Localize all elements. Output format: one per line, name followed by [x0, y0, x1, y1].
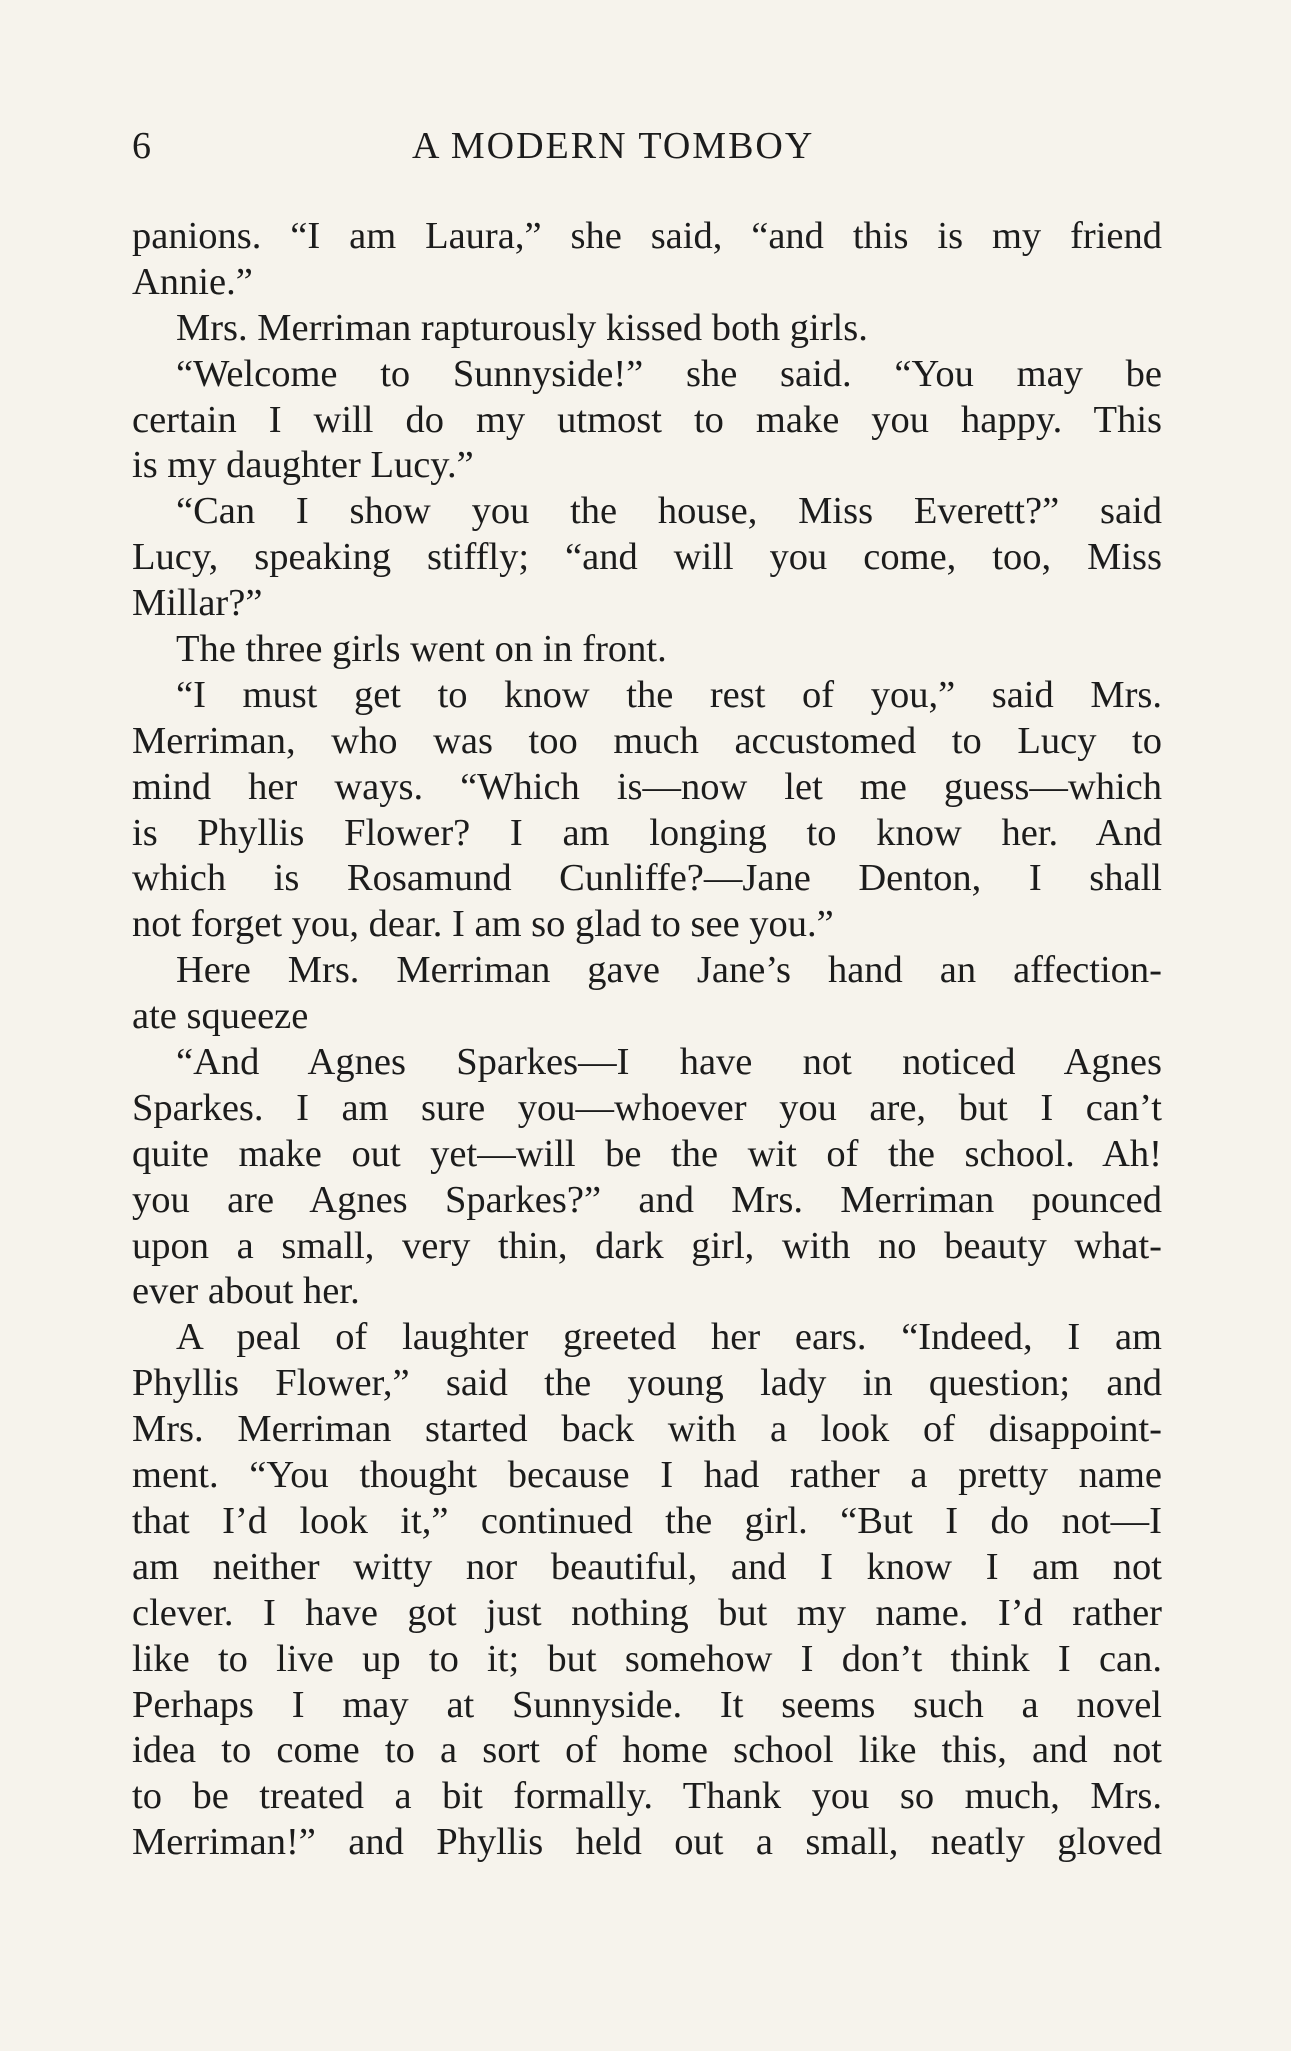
text-line: Millar?”	[132, 582, 263, 625]
body-text	[132, 214, 1162, 1866]
text-line: ment. “You thought because I had rather a pretty name	[132, 1454, 1162, 1497]
text-line: quite make out yet—will be the wit of the school. Ah!	[132, 1132, 1162, 1175]
text-line: you are Agnes Sparkes?” and Mrs. Merriman pounced	[132, 1178, 1162, 1221]
text-line: Mrs. Merriman started back with a look of disappoint-	[132, 1408, 1162, 1451]
text-line: Mrs. Merriman rapturously kissed both girls.	[176, 306, 868, 349]
text-line: am neither witty nor beautiful, and I know I am not	[132, 1545, 1162, 1588]
text-line: ever about her.	[132, 1270, 360, 1313]
text-line: Phyllis Flower,” said the young lady in question; and	[132, 1362, 1162, 1405]
text-line: that I’d look it,” continued the girl. “But I do not—I	[132, 1499, 1162, 1542]
text-line: to be treated a bit formally. Thank you so much, Mrs.	[132, 1775, 1162, 1818]
text-line: Lucy, speaking stiffly; “and will you come, too, Miss	[132, 536, 1162, 579]
text-line: like to live up to it; but somehow I don’t think I can.	[132, 1637, 1162, 1680]
text-line: panions. “I am Laura,” she said, “and this is my friend	[132, 215, 1162, 257]
running-title: A MODERN TOMBOY	[412, 125, 815, 167]
text-line: is my daughter Lucy.”	[132, 444, 474, 487]
text-line: Merriman, who was too much accustomed to Lucy to	[132, 719, 1162, 762]
page-header	[132, 118, 1162, 174]
text-line: “And Agnes Sparkes—I have not noticed Agnes	[176, 1041, 1162, 1084]
text-line: “Can I show you the house, Miss Everett?” said	[176, 490, 1162, 533]
text-line: Merriman!” and Phyllis held out a small, neatly gloved	[132, 1821, 1162, 1864]
text-line: “I must get to know the rest of you,” said Mrs.	[176, 673, 1162, 716]
text-line: ate squeeze	[132, 995, 309, 1038]
text-line: Sparkes. I am sure you—whoever you are, but I can’t	[132, 1086, 1162, 1129]
text-line: Annie.”	[132, 260, 253, 303]
text-line: is Phyllis Flower? I am longing to know her. And	[132, 811, 1162, 854]
text-line: Perhaps I may at Sunnyside. It seems such a novel	[132, 1683, 1162, 1726]
text-line: which is Rosamund Cunliffe?—Jane Denton, I shall	[132, 857, 1162, 900]
text-line: idea to come to a sort of home school like this, and not	[132, 1729, 1162, 1772]
text-line: The three girls went on in front.	[176, 628, 667, 671]
text-line: Here Mrs. Merriman gave Jane’s hand an affection-	[176, 949, 1162, 992]
text-line: certain I will do my utmost to make you happy. This	[132, 398, 1162, 441]
page-number: 6	[132, 125, 151, 167]
text-line: clever. I have got just nothing but my name. I’d rather	[132, 1591, 1162, 1634]
text-line: not forget you, dear. I am so glad to see you.”	[132, 903, 834, 946]
text-line: A peal of laughter greeted her ears. “Indeed, I am	[176, 1316, 1162, 1359]
text-line: upon a small, very thin, dark girl, with no beauty what-	[132, 1224, 1162, 1267]
text-line: “Welcome to Sunnyside!” she said. “You may be	[176, 352, 1162, 395]
text-line: mind her ways. “Which is—now let me guess—which	[132, 765, 1162, 808]
